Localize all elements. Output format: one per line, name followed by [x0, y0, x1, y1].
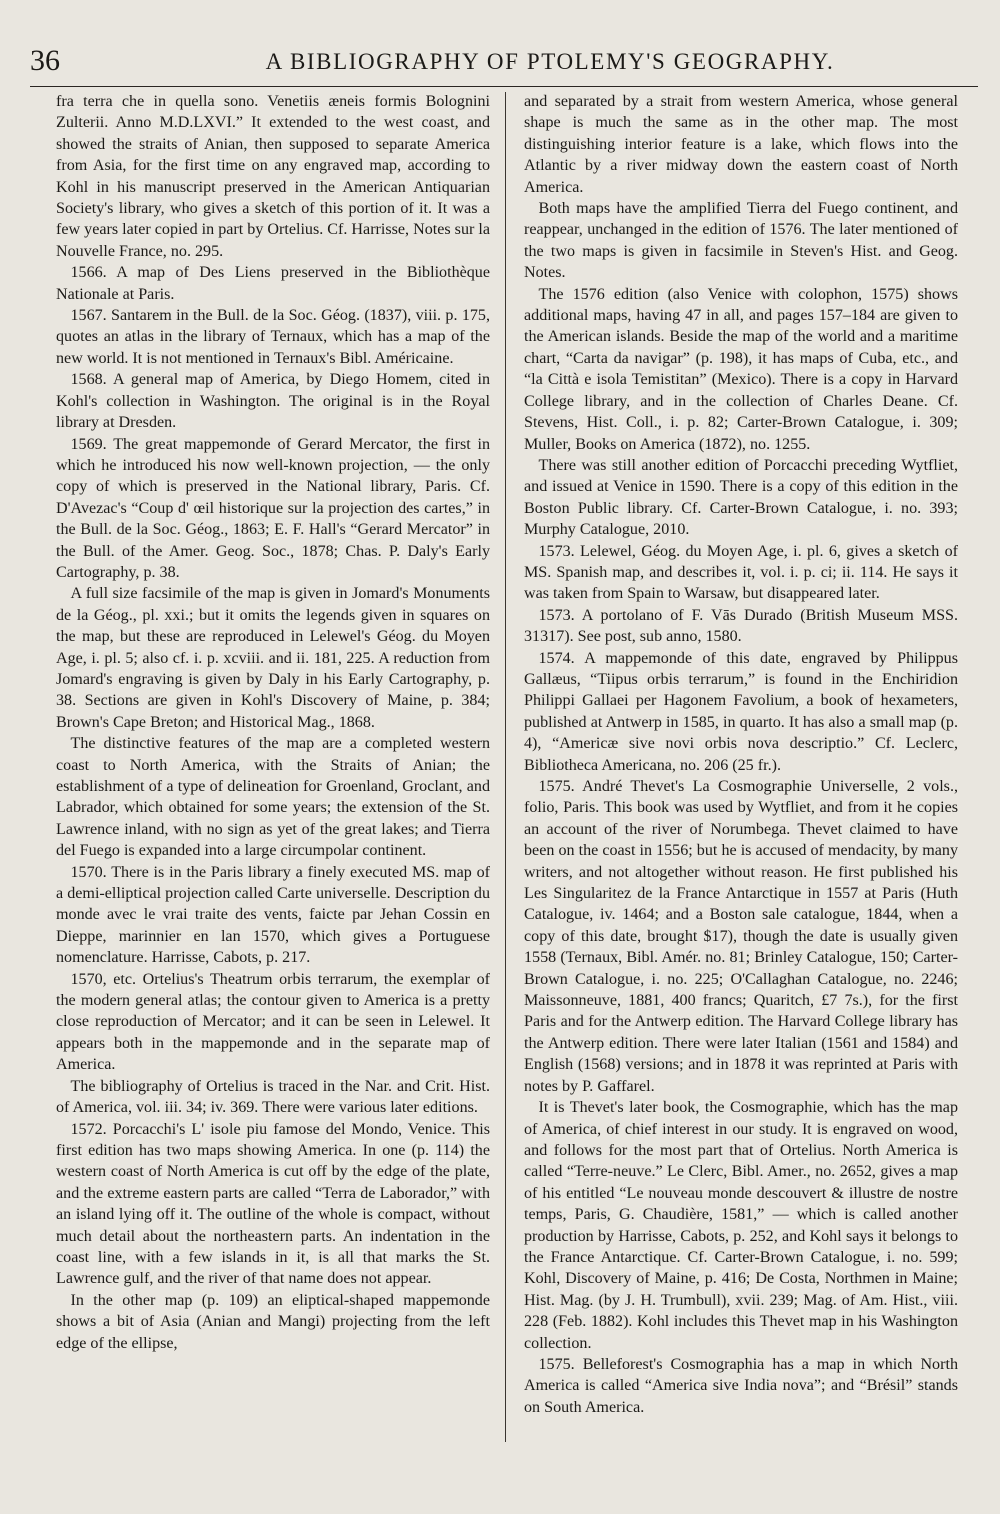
paragraph: fra terra che in quella sono. Venetiis æneis formis Bolognini Zulterii. Anno M.D.LXVI.” It extended to the west coast, and showed the straits of Anian, then supposed to separate America from Asia, for the first time on any engraved map, according to Kohl in his manuscript preserved in the American Antiquarian Society's library, who gives a sketch of this portion of it. It was a few years later copied in part by Ortelius. Cf. Harrisse, Notes sur la Nouvelle France, no. 295. — [56, 93, 490, 260]
paragraph: 1573. A portolano of F. Vās Durado (British Museum MSS. 31317). See post, sub anno, 1580. — [524, 606, 958, 646]
right-column — [524, 91, 958, 1418]
paragraph: In the other map (p. 109) an eliptical-shaped mappemonde shows a bit of Asia (Anian and Mangi) projecting from the left edge of the ellipse, — [56, 1291, 490, 1352]
page-number: 36 — [30, 44, 60, 77]
paragraph: 1570, etc. Ortelius's Theatrum orbis terrarum, the exemplar of the modern general atlas; the contour given to America is a pretty close reproduction of Mercator; and it can be seen in Lelewel. It appears both in the mappemonde and in the separate map of America. — [56, 970, 490, 1074]
paragraph: 1575. Belleforest's Cosmographia has a map in which North America is called “America sive India nova”; and “Brésil” stands on South America. — [524, 1355, 958, 1416]
page-header — [30, 44, 978, 84]
paragraph: There was still another edition of Porcacchi preceding Wytfliet, and issued at Venice in 1590. There is a copy of this edition in the Boston Public library. Cf. Carter-Brown Catalogue, i. no. 393; Murphy Catalogue, 2010. — [524, 456, 958, 539]
paragraph: Both maps have the amplified Tierra del Fuego continent, and reappear, unchanged in the edition of 1576. The later mentioned of the two maps is given in facsimile in Steven's Hist. and Geog. Notes. — [524, 200, 958, 282]
left-column — [56, 91, 490, 1354]
paragraph: The 1576 edition (also Venice with colophon, 1575) shows additional maps, having 47 in all, and pages 157–184 are given to the American islands. Beside the map of the world and a maritime chart, “Carta da navigar” (p. 198), it has maps of Cuba, etc., and “la Città e isola Temistitan” (Mexico). There is a copy in Harvard College library, and in the collection of Charles Deane. Cf. Stevens, Hist. Coll., i. p. 82; Carter-Brown Catalogue, i. 309; Muller, Books on America (1872), no. 1255. — [524, 285, 958, 453]
paragraph: The distinctive features of the map are a completed western coast to North America, with the Straits of Anian; the establishment of a type of delineation for Groenland, Groclant, and Labrador, which obtained for some years; the extension of the St. Lawrence inland, with no sign as yet of the great lakes; and Tierra del Fuego is expanded into a large circumpolar continent. — [56, 735, 490, 860]
paragraph: and separated by a strait from western America, whose general shape is much the same as in the other map. The most distinguishing interior feature is a lake, which flows into the Atlantic by a river midway down the eastern coast of North America. — [524, 93, 958, 196]
column-divider — [505, 92, 506, 1442]
paragraph: 1568. A general map of America, by Diego Homem, cited in Kohl's collection in Washington. The original is in the Royal library at Dresden. — [56, 371, 490, 432]
header-rule — [30, 86, 978, 87]
paragraph: 1574. A mappemonde of this date, engraved by Philippus Gallæus, “Tiipus orbis terrarum,” is found in the Enchiridion Philippi Gallaei per Hagonem Favolium, a book of hexameters, published at Antwerp in 1585, in quarto. It has also a small map (p. 4), “Americæ sive novi orbis nova descriptio.” Cf. Leclerc, Bibliotheca Americana, no. 206 (25 fr.). — [524, 649, 958, 774]
paragraph: 1567. Santarem in the Bull. de la Soc. Géog. (1837), viii. p. 175, quotes an atlas in the library of Ternaux, which has a map of the new world. It is not mentioned in Ternaux's Bibl. Américaine. — [56, 307, 490, 367]
paragraph: 1570. There is in the Paris library a finely executed MS. map of a demi-elliptical projection called Carte universelle. Description du monde avec le vrai traite des vents, faicte par Jehan Cossin en Dieppe, marinnier en lan 1570, which gives a Portuguese nomenclature. Harrisse, Cabots, p. 217. — [56, 863, 490, 967]
paragraph: 1573. Lelewel, Géog. du Moyen Age, i. pl. 6, gives a sketch of MS. Spanish map, and describes it, vol. i. p. ci; ii. 114. He says it was taken from Spain to Warsaw, but disappeared later. — [524, 542, 958, 603]
paragraph: 1575. André Thevet's La Cosmographie Universelle, 2 vols., folio, Paris. This book was used by Wytfliet, and from it he copies an account of the river of Norumbega. Thevet claimed to have been on the coast in 1556; but he is accused of mendacity, by many writers, and not altogether without reason. He first published his Les Singularitez de la France Antarctique in 1557 at Paris (Huth Catalogue, iv. 1464; and a Boston sale catalogue, 1844, when a copy of this date, brought $17), though the date is usually given 1558 (Ternaux, Bibl. Amér. no. 81; Brinley Catalogue, 150; Carter-Brown Catalogue, i. no. 225; O'Callaghan Catalogue, no. 2246; Maissonneuve, 1881, 400 francs; Quaritch, £7 7s.), for the first Paris and for the Antwerp edition. The Harvard College library has the Antwerp edition. There were later Italian (1561 and 1584) and English (1568) versions; and in 1878 it was reprinted at Paris with notes by P. Gaffarel. — [524, 778, 958, 1095]
paragraph: A full size facsimile of the map is given in Jomard's Monuments de la Géog., pl. xxi.; but it omits the legends given in squares on the map, but these are reproduced in Lelewel's Géog. du Moyen Age, i. pl. 5; also cf. i. p. xcviii. and ii. 181, 225. A reduction from Jomard's engraving is given by Daly in his Early Cartography, p. 38. Sections are given in Kohl's Discovery of Maine, p. 384; Brown's Cape Breton; and Historical Mag., 1868. — [56, 585, 490, 731]
running-title: A BIBLIOGRAPHY OF PTOLEMY'S GEOGRAPHY. — [265, 49, 835, 74]
paragraph: 1566. A map of Des Liens preserved in the Bibliothèque Nationale at Paris. — [56, 264, 490, 303]
paragraph: The bibliography of Ortelius is traced in the Nar. and Crit. Hist. of America, vol. iii. 34; iv. 369. There were various later editions. — [56, 1077, 490, 1117]
paragraph: 1569. The great mappemonde of Gerard Mercator, the first in which he introduced his now well-known projection, — the only copy of which is preserved in the National library, Paris. Cf. D'Avezac's “Coup d' œil historique sur la projection des cartes,” in the Bull. de la Soc. Géog., 1863; E. F. Hall's “Gerard Mercator” in the Bull. of the Amer. Geog. Soc., 1878; Chas. P. Daly's Early Cartography, p. 38. — [56, 435, 490, 581]
paragraph: 1572. Porcacchi's L' isole piu famose del Mondo, Venice. This first edition has two maps showing America. In one (p. 114) the western coast of North America is cut off by the edge of the plate, and the extreme eastern parts are called “Terra de Laborador,” with an island lying off it. The outline of the whole is compact, without much detail about the northeastern parts. An indentation in the coast line, with a few islands in it, is all that marks the St. Lawrence gulf, and the river of that name does not appear. — [56, 1120, 490, 1288]
paragraph: It is Thevet's later book, the Cosmographie, which has the map of America, of chief interest in our study. It is engraved on wood, and follows for the most part that of Ortelius. North America is called “Terre-neuve.” Le Clerc, Bibl. Amer., no. 2652, gives a map of his entitled “Le nouveau monde descouvert & illustre de nostre temps, Paris, G. Chaudière, 1581,” — which is called another production by Harrisse, Cabots, p. 252, and Kohl says it belongs to the France Antarctique. Cf. Carter-Brown Catalogue, i. no. 599; Kohl, Discovery of Maine, p. 416; De Costa, Northmen in Maine; Hist. Mag. (by J. H. Trumbull), xvii. 239; Mag. of Am. Hist., viii. 228 (Feb. 1882). Kohl includes this Thevet map in his Washington collection. — [524, 1099, 958, 1352]
